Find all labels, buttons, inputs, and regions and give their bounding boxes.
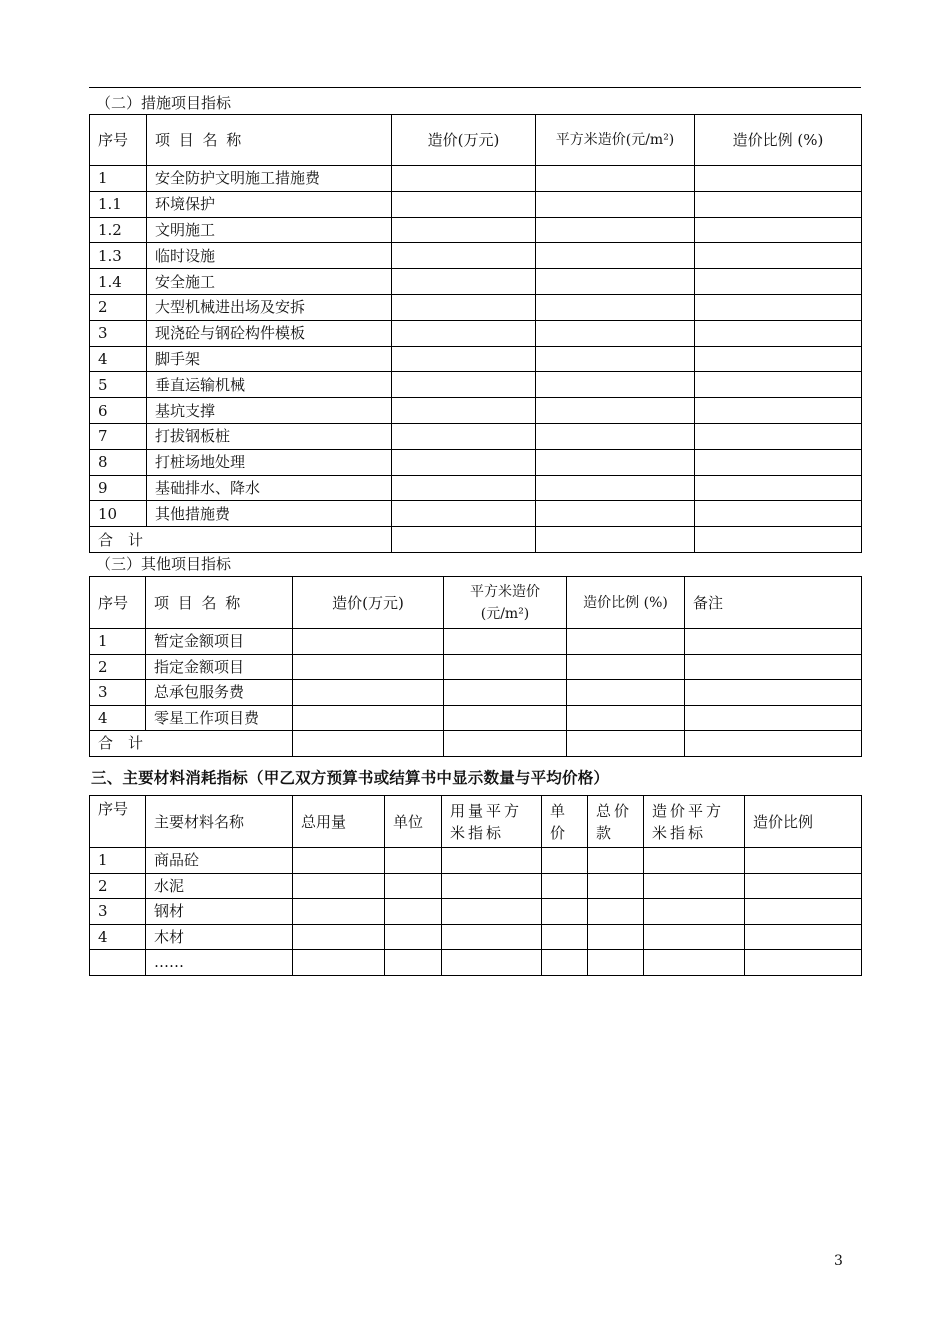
- table-row: [90, 346, 862, 372]
- total-ratio-cell[interactable]: [567, 731, 685, 757]
- header-cell: 用量平方米指标: [442, 796, 542, 848]
- header-cell: 造价比例 (%): [567, 577, 685, 629]
- quantity-cell[interactable]: [293, 848, 385, 874]
- cost-cell[interactable]: [293, 629, 444, 655]
- row-number: 1: [90, 848, 146, 874]
- ratio-cell[interactable]: [695, 346, 862, 372]
- table-row: [90, 166, 862, 192]
- item-name: 环境保护: [147, 191, 392, 217]
- row-number: 1: [90, 629, 146, 655]
- total-price-cell[interactable]: [588, 899, 644, 925]
- total-label: 合 计: [90, 527, 392, 553]
- table-row: [90, 398, 862, 424]
- cost-cell[interactable]: [392, 398, 536, 424]
- ratio-cell[interactable]: [695, 166, 862, 192]
- cost-ratio-cell[interactable]: [745, 873, 862, 899]
- header-cell: 造价(万元): [392, 115, 536, 166]
- ratio-cell[interactable]: [695, 501, 862, 527]
- usage-index-cell[interactable]: [442, 950, 542, 976]
- cost-cell[interactable]: [392, 269, 536, 295]
- total-row: [90, 527, 862, 553]
- unit-cell[interactable]: [385, 950, 442, 976]
- table-row: [90, 269, 862, 295]
- unit-cost-cell[interactable]: [444, 680, 567, 706]
- cost-cell[interactable]: [392, 217, 536, 243]
- unit-cost-cell[interactable]: [536, 398, 695, 424]
- header-cell: 总价款: [588, 796, 644, 848]
- ratio-cell[interactable]: [567, 654, 685, 680]
- unit-cell[interactable]: [385, 924, 442, 950]
- material-name: 钢材: [146, 899, 293, 925]
- unit-cost-cell[interactable]: [536, 475, 695, 501]
- cost-cell[interactable]: [392, 166, 536, 192]
- row-number: 2: [90, 654, 146, 680]
- unit-cost-cell[interactable]: [536, 320, 695, 346]
- unit-cost-cell[interactable]: [536, 501, 695, 527]
- cost-cell[interactable]: [392, 501, 536, 527]
- header-cell: 平方米造价(元/m²): [444, 577, 567, 629]
- table-row: [90, 191, 862, 217]
- materials-table: [89, 795, 862, 976]
- unit-price-cell[interactable]: [542, 848, 588, 874]
- header-cell: 单位: [385, 796, 442, 848]
- table-row: [90, 372, 862, 398]
- row-number: 1.2: [90, 217, 147, 243]
- row-number: 3: [90, 899, 146, 925]
- remark-cell[interactable]: [685, 705, 862, 731]
- total-row: [90, 731, 862, 757]
- materials-title: 三、主要材料消耗指标（甲乙双方预算书或结算书中显示数量与平均价格）: [91, 769, 610, 787]
- unit-cell[interactable]: [385, 848, 442, 874]
- table-row: [90, 899, 862, 925]
- cost-cell[interactable]: [293, 680, 444, 706]
- unit-cost-cell[interactable]: [536, 191, 695, 217]
- row-number: 8: [90, 449, 147, 475]
- quantity-cell[interactable]: [293, 924, 385, 950]
- item-name: 打拔钢板桩: [147, 423, 392, 449]
- table-row: [90, 924, 862, 950]
- total-price-cell[interactable]: [588, 950, 644, 976]
- unit-cost-cell[interactable]: [536, 423, 695, 449]
- item-name: 脚手架: [147, 346, 392, 372]
- item-name: 现浇砼与钢砼构件模板: [147, 320, 392, 346]
- table-row: [90, 501, 862, 527]
- table-row: [90, 423, 862, 449]
- cost-index-cell[interactable]: [644, 873, 745, 899]
- header-cell: 造价比例: [745, 796, 862, 848]
- row-number: 9: [90, 475, 147, 501]
- table-row: [90, 294, 862, 320]
- table-row: [90, 873, 862, 899]
- unit-cost-cell[interactable]: [536, 449, 695, 475]
- remark-cell[interactable]: [685, 629, 862, 655]
- ratio-cell[interactable]: [567, 680, 685, 706]
- total-label: 合 计: [90, 731, 293, 757]
- row-number: 10: [90, 501, 147, 527]
- table-row: [90, 629, 862, 655]
- table-row: [90, 705, 862, 731]
- header-cell: 总用量: [293, 796, 385, 848]
- row-number: 1: [90, 166, 147, 192]
- row-number: 1.4: [90, 269, 147, 295]
- ratio-cell[interactable]: [695, 217, 862, 243]
- ratio-cell[interactable]: [695, 191, 862, 217]
- unit-cost-cell[interactable]: [536, 166, 695, 192]
- ratio-cell[interactable]: [567, 629, 685, 655]
- material-name: 商品砼: [146, 848, 293, 874]
- remark-cell[interactable]: [685, 654, 862, 680]
- item-name: 其他措施费: [147, 501, 392, 527]
- section2-caption: （二）措施项目指标: [96, 94, 232, 112]
- total-price-cell[interactable]: [588, 848, 644, 874]
- unit-cost-cell[interactable]: [444, 705, 567, 731]
- item-name: 基础排水、降水: [147, 475, 392, 501]
- measures-table: [89, 114, 862, 553]
- item-name: 安全施工: [147, 269, 392, 295]
- item-name: 零星工作项目费: [146, 705, 293, 731]
- unit-price-cell[interactable]: [542, 950, 588, 976]
- table-row: [90, 320, 862, 346]
- cost-cell[interactable]: [293, 654, 444, 680]
- row-number: 1.3: [90, 243, 147, 269]
- cost-cell[interactable]: [392, 294, 536, 320]
- table-row: [90, 449, 862, 475]
- total-cost-cell[interactable]: [392, 527, 536, 553]
- cost-ratio-cell[interactable]: [745, 848, 862, 874]
- cost-index-cell[interactable]: [644, 899, 745, 925]
- unit-cost-cell[interactable]: [444, 629, 567, 655]
- table-header-row: [90, 577, 862, 629]
- unit-cell[interactable]: [385, 873, 442, 899]
- row-number: [90, 950, 146, 976]
- remark-cell[interactable]: [685, 680, 862, 706]
- header-cell: 造价(万元): [293, 577, 444, 629]
- cost-cell[interactable]: [293, 705, 444, 731]
- quantity-cell[interactable]: [293, 899, 385, 925]
- unit-cost-cell[interactable]: [536, 346, 695, 372]
- item-name: 安全防护文明施工措施费: [147, 166, 392, 192]
- table-header-row: [90, 796, 862, 848]
- header-cell: 造价平方米指标: [644, 796, 745, 848]
- row-number: 4: [90, 346, 147, 372]
- total-unit-cost-cell[interactable]: [444, 731, 567, 757]
- ratio-cell[interactable]: [695, 294, 862, 320]
- header-cell: 项 目 名 称: [146, 577, 293, 629]
- total-price-cell[interactable]: [588, 924, 644, 950]
- ratio-cell[interactable]: [695, 320, 862, 346]
- item-name: 暂定金额项目: [146, 629, 293, 655]
- material-name: 水泥: [146, 873, 293, 899]
- item-name: 总承包服务费: [146, 680, 293, 706]
- usage-index-cell[interactable]: [442, 873, 542, 899]
- header-cell: 平方米造价(元/m²): [536, 115, 695, 166]
- header-cell: 序号: [90, 115, 147, 166]
- table-header-row: [90, 115, 862, 166]
- usage-index-cell[interactable]: [442, 899, 542, 925]
- cost-cell[interactable]: [392, 423, 536, 449]
- material-name: ……: [146, 950, 293, 976]
- cost-ratio-cell[interactable]: [745, 924, 862, 950]
- cost-cell[interactable]: [392, 243, 536, 269]
- item-name: 文明施工: [147, 217, 392, 243]
- unit-price-cell[interactable]: [542, 873, 588, 899]
- row-number: 3: [90, 320, 147, 346]
- cost-index-cell[interactable]: [644, 924, 745, 950]
- total-ratio-cell[interactable]: [695, 527, 862, 553]
- row-number: 4: [90, 924, 146, 950]
- item-name: 垂直运输机械: [147, 372, 392, 398]
- table-row: [90, 217, 862, 243]
- ratio-cell[interactable]: [695, 449, 862, 475]
- unit-cost-cell[interactable]: [536, 269, 695, 295]
- page-number: 3: [834, 1253, 843, 1269]
- row-number: 6: [90, 398, 147, 424]
- cost-cell[interactable]: [392, 372, 536, 398]
- other-items-table: [89, 576, 862, 757]
- ratio-cell[interactable]: [695, 398, 862, 424]
- header-cell: 主要材料名称: [146, 796, 293, 848]
- table-row: [90, 243, 862, 269]
- unit-cost-cell[interactable]: [444, 654, 567, 680]
- unit-cost-cell[interactable]: [536, 243, 695, 269]
- unit-price-cell[interactable]: [542, 899, 588, 925]
- unit-price-cell[interactable]: [542, 924, 588, 950]
- usage-index-cell[interactable]: [442, 924, 542, 950]
- header-rule: [89, 87, 861, 88]
- item-name: 打桩场地处理: [147, 449, 392, 475]
- unit-cost-cell[interactable]: [536, 294, 695, 320]
- material-name: 木材: [146, 924, 293, 950]
- cost-ratio-cell[interactable]: [745, 899, 862, 925]
- item-name: 基坑支撑: [147, 398, 392, 424]
- table-row: [90, 680, 862, 706]
- header-cell: 序号: [90, 577, 146, 629]
- cost-ratio-cell[interactable]: [745, 950, 862, 976]
- quantity-cell[interactable]: [293, 950, 385, 976]
- table-row: [90, 950, 862, 976]
- header-cell: 备注: [685, 577, 862, 629]
- section3-caption: （三）其他项目指标: [96, 555, 232, 573]
- item-name: 临时设施: [147, 243, 392, 269]
- header-cell: 造价比例 (%): [695, 115, 862, 166]
- row-number: 5: [90, 372, 147, 398]
- unit-cost-cell[interactable]: [536, 217, 695, 243]
- row-number: 3: [90, 680, 146, 706]
- ratio-cell[interactable]: [695, 243, 862, 269]
- cost-index-cell[interactable]: [644, 950, 745, 976]
- total-cost-cell[interactable]: [293, 731, 444, 757]
- usage-index-cell[interactable]: [442, 848, 542, 874]
- table-row: [90, 654, 862, 680]
- table-row: [90, 848, 862, 874]
- cost-cell[interactable]: [392, 320, 536, 346]
- row-number: 1.1: [90, 191, 147, 217]
- item-name: 指定金额项目: [146, 654, 293, 680]
- cost-cell[interactable]: [392, 191, 536, 217]
- total-remark-cell[interactable]: [685, 731, 862, 757]
- total-unit-cost-cell[interactable]: [536, 527, 695, 553]
- header-cell: 单价: [542, 796, 588, 848]
- ratio-cell[interactable]: [695, 372, 862, 398]
- table-row: [90, 475, 862, 501]
- ratio-cell[interactable]: [695, 269, 862, 295]
- row-number: 2: [90, 294, 147, 320]
- cost-index-cell[interactable]: [644, 848, 745, 874]
- cost-cell[interactable]: [392, 346, 536, 372]
- header-cell: 项 目 名 称: [147, 115, 392, 166]
- header-cell: 序号: [90, 796, 146, 848]
- row-number: 7: [90, 423, 147, 449]
- cost-cell[interactable]: [392, 449, 536, 475]
- unit-cell[interactable]: [385, 899, 442, 925]
- row-number: 4: [90, 705, 146, 731]
- unit-cost-cell[interactable]: [536, 372, 695, 398]
- ratio-cell[interactable]: [695, 475, 862, 501]
- ratio-cell[interactable]: [567, 705, 685, 731]
- total-price-cell[interactable]: [588, 873, 644, 899]
- cost-cell[interactable]: [392, 475, 536, 501]
- item-name: 大型机械进出场及安拆: [147, 294, 392, 320]
- row-number: 2: [90, 873, 146, 899]
- ratio-cell[interactable]: [695, 423, 862, 449]
- quantity-cell[interactable]: [293, 873, 385, 899]
